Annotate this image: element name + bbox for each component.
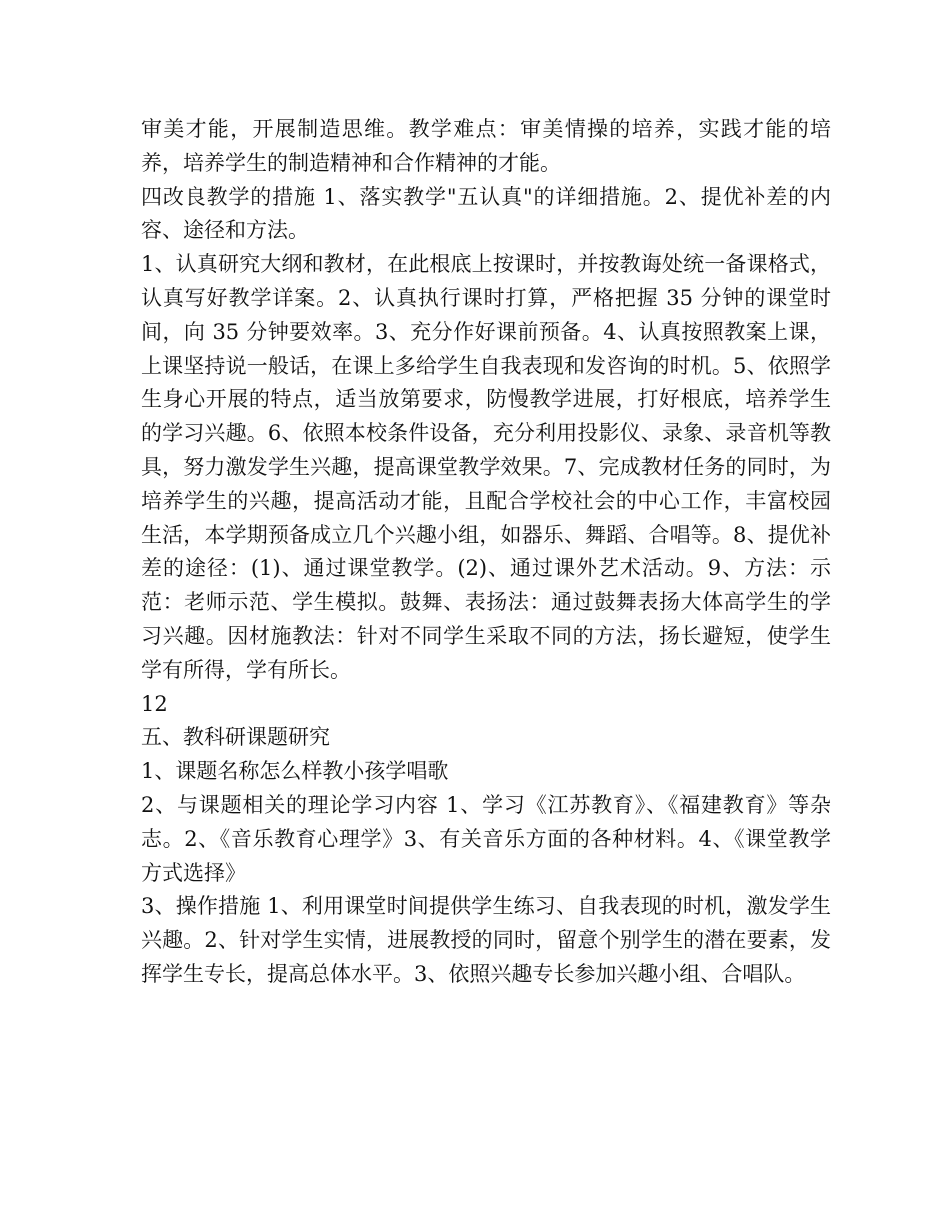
paragraph-theory-study: 2、与课题相关的理论学习内容 1、学习《江苏教育》、《福建教育》等杂志。2、《音乐教育心理学》3、有关音乐方面的各种材料。4、《课堂教学方式选择》: [141, 792, 831, 885]
paragraph-measures-detail: 1、认真研究大纲和教材，在此根底上按课时，并按教诲处统一备课格式，认真写好教学详案。2、认真执行课时打算，严格把握 35 分钟的课堂时间，向 35 分钟要效率。3、充分作好课前预备。4、认真按照教案上课，上课坚持说一般话，在课上多给学生自我表现和发咨询的时机。5、依照学生身心开展的特点，适当放第要求，防慢教学进展，打好根底，培养学生的学习兴趣。6、依照本校条件设备，充分利用投影仪、录象、录音机等教具，努力激发学生兴趣，提高课堂教学效果。7、完成教材任务的同时，为培养学生的兴趣，提高活动才能，且配合学校社会的中心工作，丰富校园生活，本学期预备成立几个兴趣小组，如器乐、舞蹈、合唱等。8、提优补差的途径：(1)、通过课堂教学。(2)、通过课外艺术活动。9、方法：示范：老师示范、学生模拟。鼓舞、表扬法：通过鼓舞表扬大体高学生的学习兴趣。因材施教法：针对不同学生采取不同的方法，扬长避短，使学生学有所得，学有所长。: [141, 252, 831, 682]
paragraph-operation-measures: 3、操作措施 1、利用课堂时间提供学生练习、自我表现的时机，激发学生兴趣。2、针对学生实情，进展教授的同时，留意个别学生的潜在要素，发挥学生专长，提高总体水平。3、依照兴趣专长参加兴趣小组、合唱队。: [141, 894, 831, 986]
document-body: [141, 113, 831, 992]
paragraph-improvement-measures: 四改良教学的措施 1、落实教学"五认真"的详细措施。2、提优补差的内容、途径和方法。: [141, 184, 831, 243]
paragraph-teaching-difficulty: 审美才能，开展制造思维。教学难点：审美情操的培养，实践才能的培养，培养学生的制造精神和合作精神的才能。: [141, 117, 831, 175]
paragraph-number: 12: [141, 691, 168, 716]
paragraph-topic-name: 1、课题名称怎么样教小孩学唱歌: [141, 759, 449, 784]
section-heading-research: 五、教科研课题研究: [141, 725, 330, 750]
